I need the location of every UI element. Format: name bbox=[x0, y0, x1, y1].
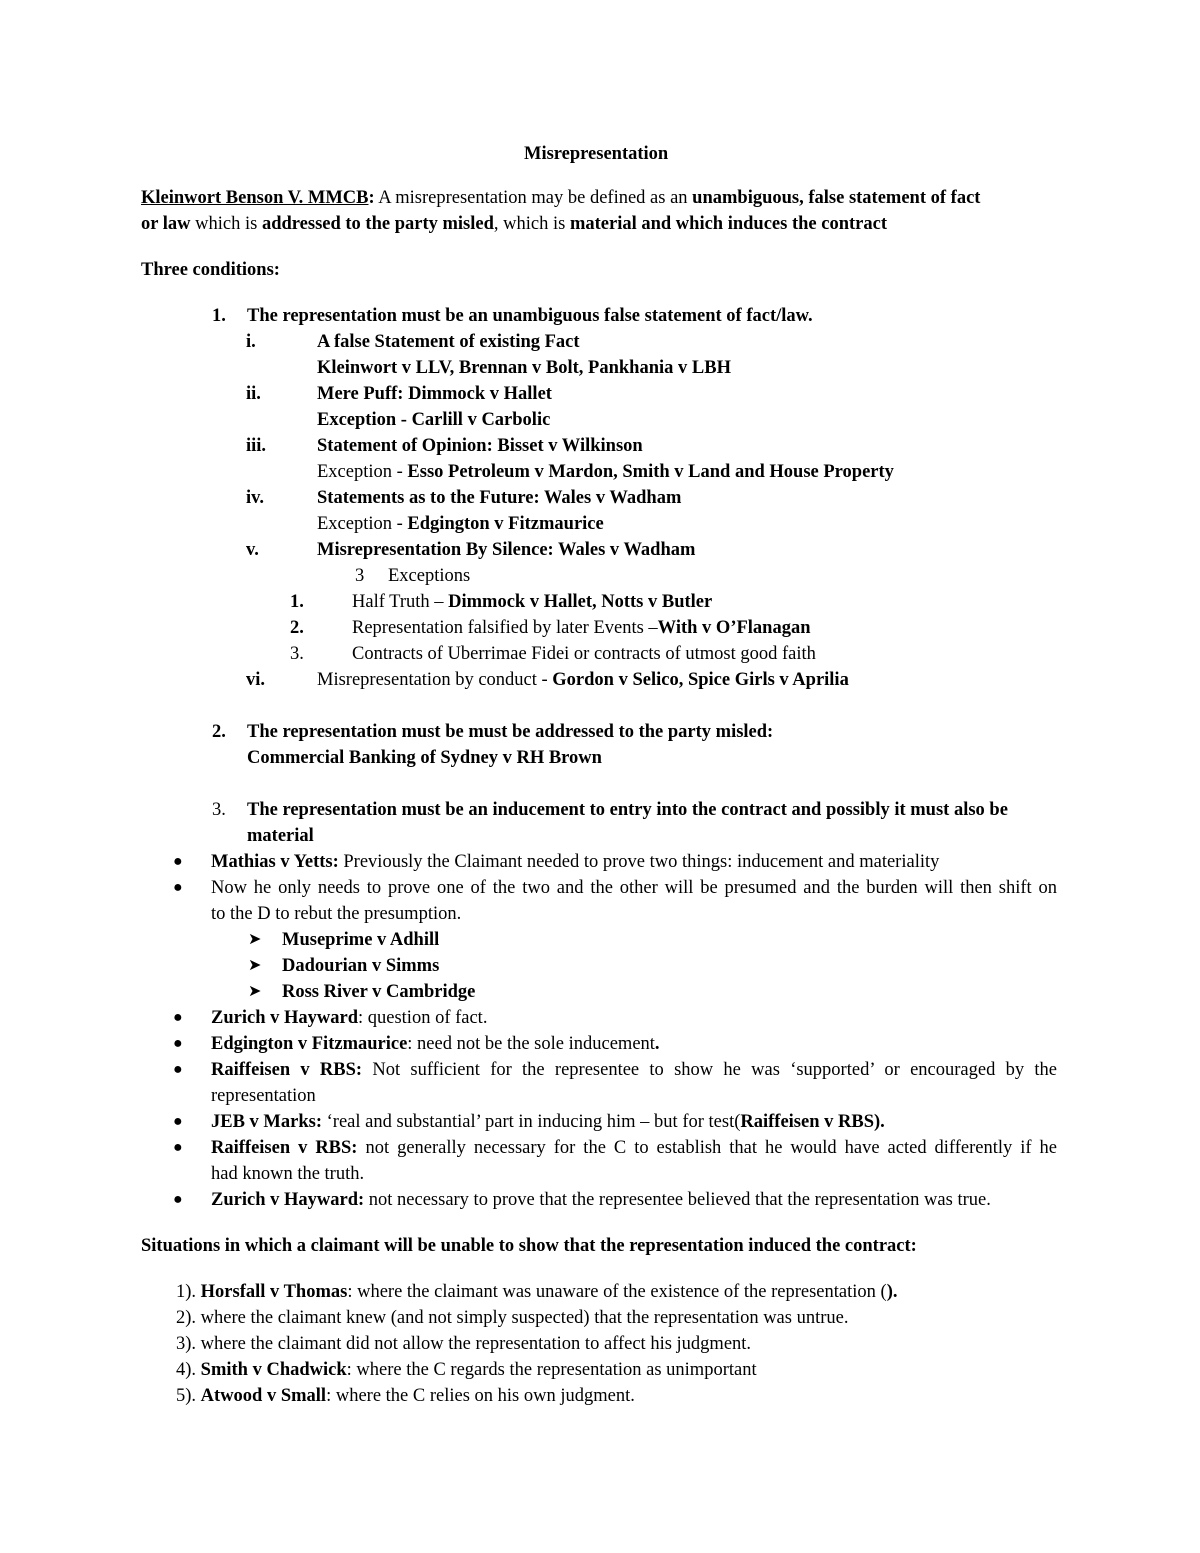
roman-iii: iii. bbox=[246, 436, 267, 456]
exceptions-label: Exceptions bbox=[388, 566, 471, 586]
exceptions-count: 3 bbox=[355, 566, 365, 586]
cond2-text: The representation must be must be addressed to the party misled: bbox=[247, 722, 774, 742]
item-i-cases: Kleinwort v LLV, Brennan v Bolt, Pankhania v LBH bbox=[317, 358, 731, 378]
arrow-item-2: Dadourian v Simms bbox=[282, 956, 440, 976]
page-title: Misrepresentation bbox=[524, 144, 669, 164]
cond2-case: Commercial Banking of Sydney v RH Brown bbox=[247, 748, 602, 768]
bullet-icon: ● bbox=[173, 1035, 183, 1052]
bullet-presumption-line-2: to the D to rebut the presumption. bbox=[211, 904, 462, 924]
item-v-label: Misrepresentation By Silence: Wales v Wadham bbox=[317, 540, 696, 560]
bullet-raiffeisen-2-line-2: had known the truth. bbox=[211, 1164, 365, 1184]
bullet-icon: ● bbox=[173, 879, 183, 896]
item-vi-text: Misrepresentation by conduct - Gordon v Selico, Spice Girls v Aprilia bbox=[317, 670, 849, 690]
arrow-bullet-icon: ➤ bbox=[248, 957, 262, 974]
exception-1-number: 1. bbox=[290, 592, 304, 612]
intro-line-1: Kleinwort Benson V. MMCB: A misrepresentation may be defined as an unambiguous, false statement of fact bbox=[141, 188, 981, 208]
arrow-item-1: Museprime v Adhill bbox=[282, 930, 440, 950]
bullet-raiffeisen-1-line-2: representation bbox=[211, 1086, 316, 1106]
bullet-mathias: Mathias v Yetts: Previously the Claimant needed to prove two things: inducement and materiality bbox=[211, 852, 940, 872]
arrow-bullet-icon: ➤ bbox=[248, 983, 262, 1000]
situation-4: 4). Smith v Chadwick: where the C regards the representation as unimportant bbox=[176, 1360, 757, 1380]
item-iv-label: Statements as to the Future: Wales v Wadham bbox=[317, 488, 682, 508]
bullet-icon: ● bbox=[173, 1139, 183, 1156]
exception-3-text: Contracts of Uberrimae Fidei or contracts of utmost good faith bbox=[352, 644, 816, 664]
cond3-number: 3. bbox=[212, 800, 226, 820]
situation-3: 3). where the claimant did not allow the representation to affect his judgment. bbox=[176, 1334, 752, 1354]
bullet-raiffeisen-2-line-1: Raiffeisen v RBS: not generally necessary for the C to establish that he would have acted differently if he bbox=[211, 1138, 1057, 1158]
three-conditions-heading: Three conditions: bbox=[141, 260, 280, 280]
cond1-number: 1. bbox=[212, 306, 226, 326]
roman-iv: iv. bbox=[246, 488, 264, 508]
bullet-icon: ● bbox=[173, 1061, 183, 1078]
arrow-item-3: Ross River v Cambridge bbox=[282, 982, 476, 1002]
bullet-jeb: JEB v Marks: ‘real and substantial’ part in inducing him – but for test(Raiffeisen v RBS). bbox=[211, 1112, 885, 1132]
item-i-label: A false Statement of existing Fact bbox=[317, 332, 580, 352]
item-ii-label: Mere Puff: Dimmock v Hallet bbox=[317, 384, 552, 404]
cond3-line-1: The representation must be an inducement to entry into the contract and possibly it must also be bbox=[247, 800, 1008, 820]
arrow-bullet-icon: ➤ bbox=[248, 931, 262, 948]
roman-i: i. bbox=[246, 332, 256, 352]
roman-vi: vi. bbox=[246, 670, 266, 690]
cond3-line-2: material bbox=[247, 826, 314, 846]
bullet-raiffeisen-1-line-1: Raiffeisen v RBS: Not sufficient for the representee to show he was ‘supported’ or encouraged by the bbox=[211, 1060, 1057, 1080]
cond1-text: The representation must be an unambiguous false statement of fact/law. bbox=[247, 306, 813, 326]
bullet-zurich-2: Zurich v Hayward: not necessary to prove that the representee believed that the representation was true. bbox=[211, 1190, 991, 1210]
bullet-presumption-line-1: Now he only needs to prove one of the two and the other will be presumed and the burden will then shift on bbox=[211, 878, 1057, 898]
bullet-icon: ● bbox=[173, 1113, 183, 1130]
situations-heading: Situations in which a claimant will be unable to show that the representation induced the contract: bbox=[141, 1236, 917, 1256]
bullet-icon: ● bbox=[173, 1009, 183, 1026]
roman-ii: ii. bbox=[246, 384, 261, 404]
item-iv-exception: Exception - Edgington v Fitzmaurice bbox=[317, 514, 604, 534]
intro-line-2: or law which is addressed to the party misled, which is material and which induces the contract bbox=[141, 214, 888, 234]
item-iii-label: Statement of Opinion: Bisset v Wilkinson bbox=[317, 436, 643, 456]
bullet-zurich-1: Zurich v Hayward: question of fact. bbox=[211, 1008, 488, 1028]
situation-1: 1). Horsfall v Thomas: where the claimant was unaware of the existence of the representation (). bbox=[176, 1282, 898, 1302]
roman-v: v. bbox=[246, 540, 259, 560]
item-iii-exception: Exception - Esso Petroleum v Mardon, Smith v Land and House Property bbox=[317, 462, 894, 482]
item-ii-exception: Exception - Carlill v Carbolic bbox=[317, 410, 551, 430]
intro-case: Kleinwort Benson V. MMCB bbox=[141, 188, 369, 208]
situation-5: 5). Atwood v Small: where the C relies on his own judgment. bbox=[176, 1386, 635, 1406]
situation-2: 2). where the claimant knew (and not simply suspected) that the representation was untrue. bbox=[176, 1308, 849, 1328]
exception-2-number: 2. bbox=[290, 618, 304, 638]
cond2-number: 2. bbox=[212, 722, 226, 742]
bullet-icon: ● bbox=[173, 853, 183, 870]
exception-1-text: Half Truth – Dimmock v Hallet, Notts v Butler bbox=[352, 592, 713, 612]
bullet-edgington: Edgington v Fitzmaurice: need not be the sole inducement. bbox=[211, 1034, 660, 1054]
exception-3-number: 3. bbox=[290, 644, 304, 664]
bullet-icon: ● bbox=[173, 1191, 183, 1208]
exception-2-text: Representation falsified by later Events –With v O’Flanagan bbox=[352, 618, 811, 638]
